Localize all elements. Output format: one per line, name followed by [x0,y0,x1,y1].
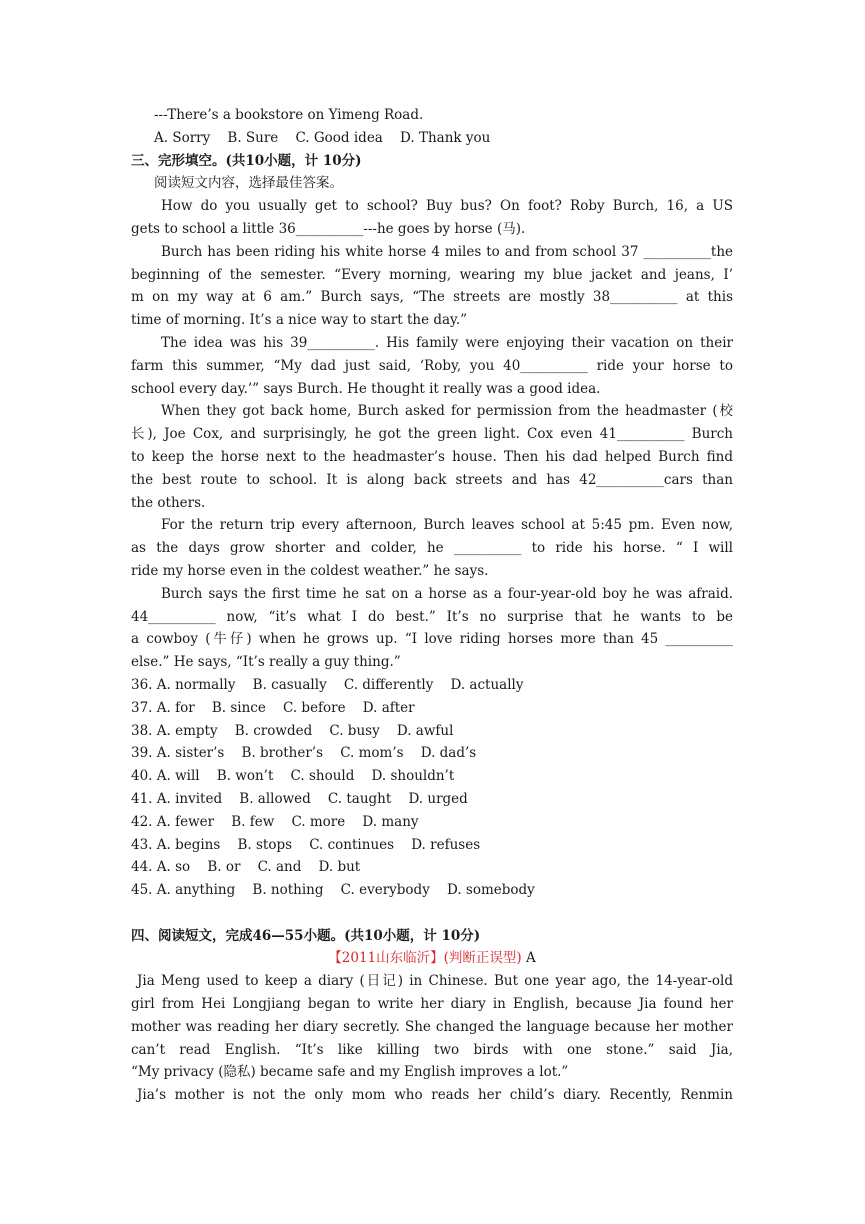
passage-line: Jia’s mother is not the only mom who reads her child’s diary. Recently, Renmin [137,1087,733,1104]
question-44: 44. A. so B. or C. and D. but [131,859,361,876]
passage-line: m on my way at 6 am.” Burch says, “The streets are mostly 38__________ at this [131,289,733,306]
passage-line: 44__________ now, “it’s what I do best.” It’s no surprise that he wants to be [131,608,733,625]
passage-line: How do you usually get to school? Buy bus? On foot? Roby Burch, 16, a US [161,198,733,215]
passage-a-title [131,947,733,970]
passage-line: gets to school a little 36__________---he goes by horse (马). [131,220,526,237]
section4-heading: 四、阅读短文，完成46—55小题。(共10小题，计 10分) [131,927,481,944]
question-43: 43. A. begins B. stops C. continues D. refuses [131,836,481,853]
question-45: 45. A. anything B. nothing C. everybody D. somebody [131,882,535,899]
passage-line: time of morning. It’s a nice way to start the day.” [131,312,468,329]
passage-line: 长), Joe Cox, and surprisingly, he got the green light. Cox even 41__________ Burch [131,426,733,443]
passage-line: “My privacy (隐私) became safe and my English improves a lot.” [131,1064,569,1081]
question-36: 36. A. normally B. casually C. differently D. actually [131,676,524,693]
passage-line: a cowboy (牛仔) when he grows up. “I love riding horses more than 45 __________ [131,631,733,648]
passage-line: Jia Meng used to keep a diary (日记) in Chinese. But one year ago, the 14-year-old [137,973,733,990]
question-37: 37. A. for B. since C. before D. after [131,699,415,716]
passage-line: can’t read English. “It’s like killing two birds with one stone.” said Jia, [131,1041,733,1058]
passage-label: A [525,950,536,967]
question-42: 42. A. fewer B. few C. more D. many [131,813,419,830]
passage-line: farm this summer, “My dad just said, ‘Roby, you 40__________ ride your horse to [131,357,733,374]
answer-options: A. Sorry B. Sure C. Good idea D. Thank you [154,129,491,146]
source-tag: 【2011山东临沂】(判断正误型) [328,950,522,967]
question-41: 41. A. invited B. allowed C. taught D. urged [131,790,468,807]
passage-line: girl from Hei Longjiang began to write her diary in English, because Jia found her [131,996,733,1013]
passage-line: the best route to school. It is along back streets and has 42__________cars than [131,471,733,488]
dialogue-line: ---There’s a bookstore on Yimeng Road. [154,107,424,123]
passage-line: For the return trip every afternoon, Burch leaves school at 5:45 pm. Even now, [161,517,733,534]
passage-line: ride my horse even in the coldest weather.” he says. [131,562,489,579]
section-spacer [131,902,733,925]
passage-line: The idea was his 39__________. His family were enjoying their vacation on their [161,334,733,351]
question-39: 39. A. sister’s B. brother’s C. mom’s D. dad’s [131,745,477,762]
passage-line: mother was reading her diary secretly. She changed the language because her mother [131,1018,733,1035]
passage-line: else.” He says, “It’s really a guy thing.” [131,654,401,671]
passage-line: beginning of the semester. “Every morning, wearing my blue jacket and jeans, I’ [131,266,733,283]
passage-line: school every day.’” says Burch. He thought it really was a good idea. [131,380,601,397]
passage-line: When they got back home, Burch asked for permission from the headmaster (校 [161,403,733,420]
section3-heading: 三、完形填空。(共10小题，计 10分) [131,152,362,169]
section3-instruction: 阅读短文内容，选择最佳答案。 [154,175,343,192]
question-40: 40. A. will B. won’t C. should D. shouldn’t [131,768,455,785]
passage-line: to keep the horse next to the headmaster’s house. Then his dad helped Burch find [131,448,733,465]
passage-line: Burch has been riding his white horse 4 miles to and from school 37 __________the [161,243,733,260]
passage-line: Burch says the first time he sat on a horse as a four-year-old boy he was afraid. [161,585,733,602]
question-38: 38. A. empty B. crowded C. busy D. awful [131,722,454,739]
passage-line: as the days grow shorter and colder, he __________ to ride his horse. “ I will [131,540,733,557]
document-body [131,104,733,1107]
passage-line: the others. [131,494,206,511]
